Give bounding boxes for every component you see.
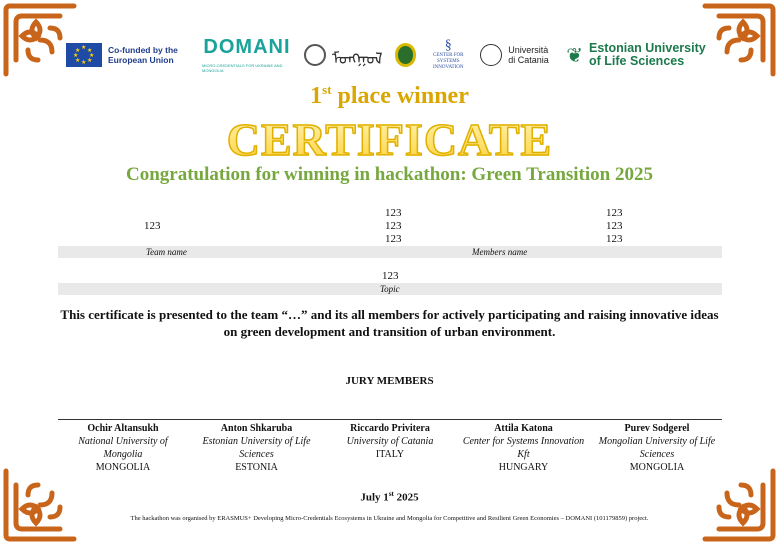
corner-ornament-bottom-right bbox=[699, 465, 779, 545]
juror-affiliation: Estonian University of Life Sciences bbox=[202, 436, 311, 460]
juror-affiliation: Mongolian University of Life Sciences bbox=[598, 436, 716, 460]
corner-ornament-bottom-left bbox=[0, 465, 80, 545]
congratulation-line: Congratulation for winning in hackathon: Green Transition 2025 bbox=[126, 164, 653, 185]
eu-flag-icon: ★ ★ ★ ★ ★ ★ ★ ★ bbox=[66, 43, 102, 67]
eu-logo-text: Co-funded by the European Union bbox=[108, 45, 178, 65]
juror-name: Riccardo Privitera bbox=[350, 423, 430, 434]
jury-list bbox=[58, 422, 722, 474]
juror bbox=[325, 422, 455, 474]
domani-logo bbox=[202, 37, 292, 73]
csi-mark-icon: § bbox=[444, 38, 452, 53]
domani-logo-text: DOMANI bbox=[203, 36, 291, 58]
partner-logos bbox=[66, 38, 713, 72]
juror-country: ITALY bbox=[375, 449, 405, 460]
members-name-label: Members name bbox=[472, 247, 528, 257]
emu-leaf-icon: ❦ bbox=[566, 44, 583, 67]
member-col2-1: 123 bbox=[606, 207, 623, 219]
team-name-label: Team name bbox=[146, 247, 187, 257]
juror-country: ESTONIA bbox=[235, 462, 278, 473]
eu-logo bbox=[66, 43, 190, 67]
juror bbox=[459, 422, 589, 474]
juror-country: MONGOLIA bbox=[95, 462, 151, 473]
mongolian-life-sciences-seal-icon bbox=[395, 43, 417, 67]
juror-name: Attila Katona bbox=[494, 423, 553, 434]
certificate-date bbox=[0, 490, 779, 504]
juror-name: Purev Sodgerel bbox=[624, 423, 690, 434]
place-suffix: st bbox=[322, 82, 332, 97]
csi-logo bbox=[428, 39, 468, 71]
university-seal-icon bbox=[304, 44, 326, 66]
emu-logo bbox=[566, 42, 713, 68]
juror-name: Ochir Altansukh bbox=[87, 423, 159, 434]
unict-logo-text: Università di Catania bbox=[508, 45, 549, 65]
certificate-statement: This certificate is presented to the team “…” and its all members for actively participating and raising innovative ideas on green development and transition of urban environment. bbox=[60, 307, 719, 339]
place-text: place winner bbox=[331, 83, 469, 109]
jury-divider bbox=[58, 419, 722, 420]
member-col2-3: 123 bbox=[606, 233, 623, 245]
juror-country: HUNGARY bbox=[498, 462, 549, 473]
date-suffix: st bbox=[388, 490, 394, 498]
csi-logo-text: CENTER FOR SYSTEMS INNOVATION bbox=[433, 53, 464, 70]
juror bbox=[592, 422, 722, 474]
juror-affiliation: National University of Mongolia bbox=[78, 436, 168, 460]
place-number: 1 bbox=[310, 83, 323, 109]
mongolian-script-logo: ᠮᠤᠩᠭᠤᠯ bbox=[331, 51, 383, 68]
team-name-value: 123 bbox=[144, 220, 161, 232]
unict-seal-icon bbox=[480, 44, 502, 66]
emu-logo-text: Estonian University of Life Sciences bbox=[589, 41, 706, 68]
domani-logo-subtitle: MICRO-CREDENTIALS FOR UKRAINE AND MONGOLIA bbox=[202, 63, 283, 73]
juror-affiliation: University of Catania bbox=[346, 436, 434, 447]
jury-heading: JURY MEMBERS bbox=[345, 375, 434, 387]
topic-label: Topic bbox=[380, 284, 400, 294]
juror-name: Anton Shkaruba bbox=[220, 423, 293, 434]
date-year: 2025 bbox=[393, 491, 419, 504]
member-col1-1: 123 bbox=[385, 207, 402, 219]
member-col1-3: 123 bbox=[385, 233, 402, 245]
mongolia-university-logo bbox=[304, 41, 383, 69]
member-col1-2: 123 bbox=[385, 220, 402, 232]
member-col2-2: 123 bbox=[606, 220, 623, 232]
juror bbox=[58, 422, 188, 474]
juror-country: MONGOLIA bbox=[629, 462, 685, 473]
topic-value: 123 bbox=[382, 270, 399, 282]
date-month-day: July 1 bbox=[360, 491, 389, 504]
place-heading bbox=[0, 82, 779, 110]
footer-note: The hackathon was organised by ERASMUS+ Developing Micro-Credentials Ecosystems in Ukraine and Mongolia for Competitive and Resilient Green Economies – DOMANI (101179859) project. bbox=[130, 515, 649, 522]
unict-logo bbox=[480, 44, 554, 66]
juror bbox=[192, 422, 322, 474]
certificate-title: CERTIFICATE bbox=[0, 113, 779, 166]
juror-affiliation: Center for Systems Innovation Kft bbox=[462, 436, 585, 460]
